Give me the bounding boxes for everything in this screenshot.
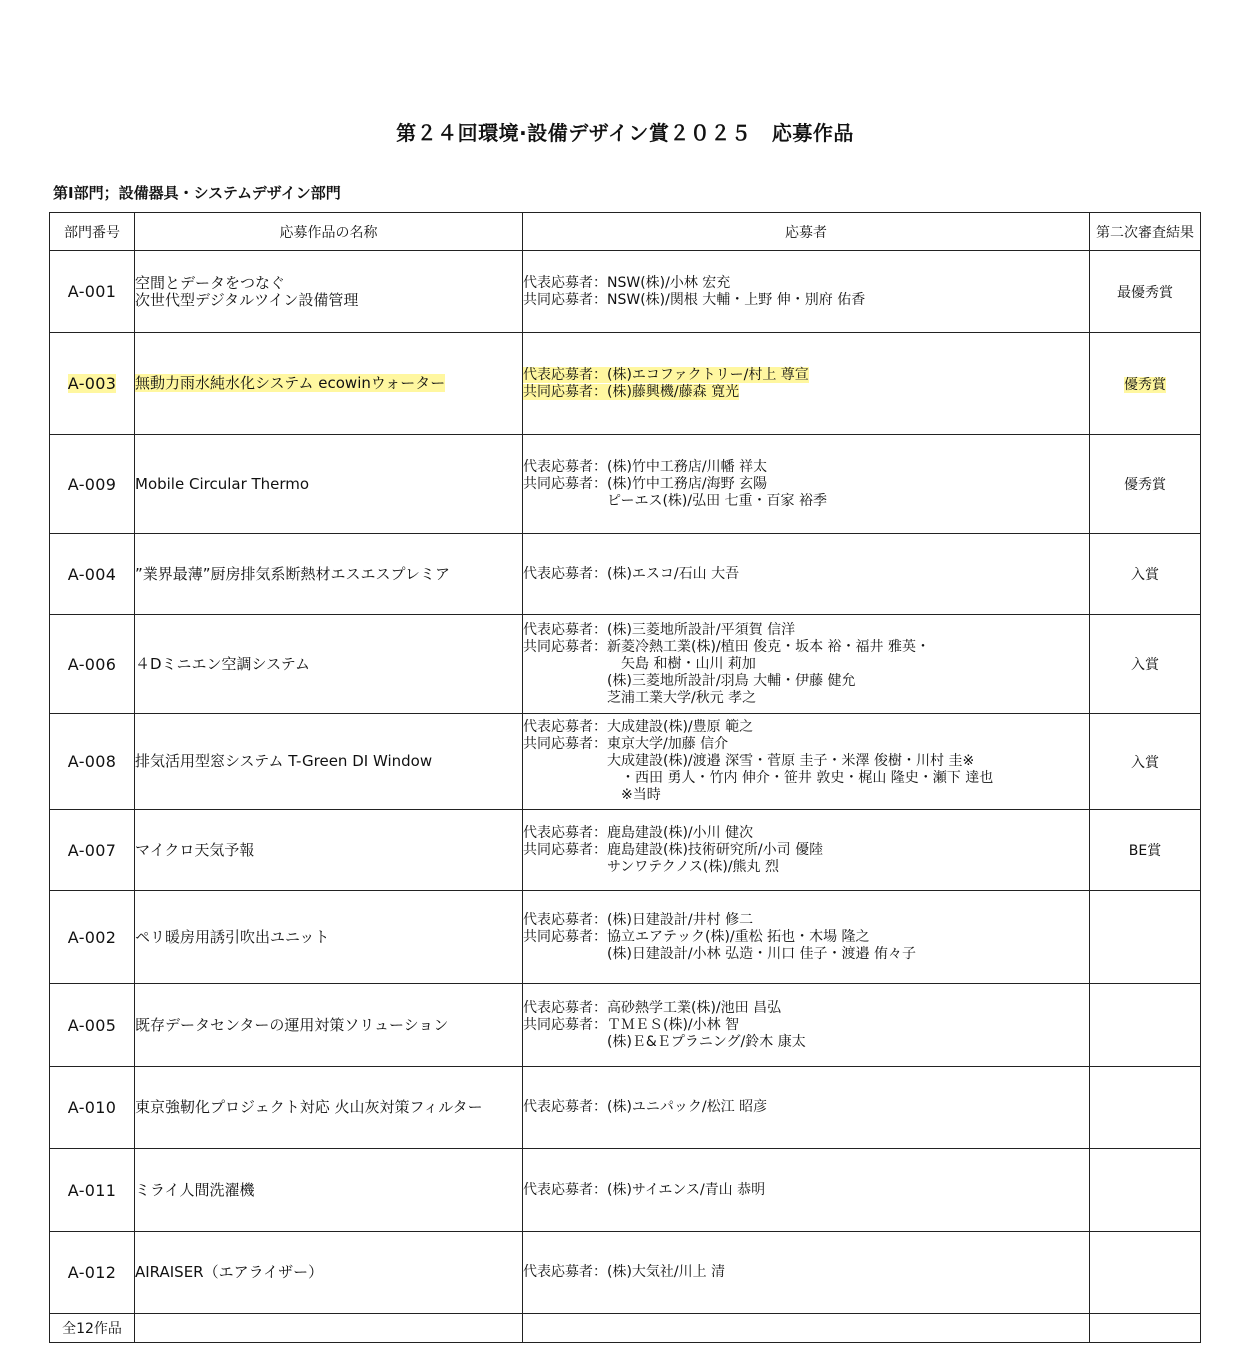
applicant-line: 共同応募者：NSW(株)/関根 大輔・上野 伸・別府 佑香 bbox=[523, 291, 866, 308]
applicant-line bbox=[523, 384, 1089, 401]
entry-title-line: ”業界最薄”厨房排気系断熱材エスエスプレミア bbox=[135, 564, 450, 583]
applicant-line bbox=[523, 367, 1089, 384]
applicant-line: 代表応募者：(株)三菱地所設計/平須賀 信洋 bbox=[523, 621, 796, 638]
table-body bbox=[50, 251, 1201, 1314]
total-empty-cell bbox=[523, 1314, 1090, 1343]
entry-result-cell bbox=[1090, 1149, 1201, 1232]
applicant-line: 共同応募者：鹿島建設(株)技術研究所/小司 優陸 bbox=[523, 841, 824, 858]
entry-title-line bbox=[135, 375, 522, 392]
applicant-line: 芝浦工業大学/秋元 孝之 bbox=[523, 689, 757, 706]
applicant-line: 代表応募者：NSW(株)/小林 宏充 bbox=[523, 274, 731, 291]
table-row bbox=[50, 251, 1201, 333]
entry-title-text: 無動力雨水純水化システム ecowinウォーター bbox=[135, 374, 446, 392]
entry-title-cell bbox=[135, 435, 523, 534]
applicant-line: 代表応募者：(株)エスコ/石山 大吾 bbox=[523, 565, 740, 582]
entry-number-cell bbox=[50, 251, 135, 333]
entry-applicants-cell bbox=[523, 984, 1090, 1067]
entry-result-cell bbox=[1090, 810, 1201, 891]
entry-title-line: 東京強靭化プロジェクト対応 火山灰対策フィルター bbox=[135, 1098, 483, 1116]
applicant-line: (株)Ｅ&Ｅプラニング/鈴木 康太 bbox=[523, 1033, 806, 1050]
entry-number-cell bbox=[50, 1232, 135, 1314]
entries-table bbox=[49, 212, 1201, 1343]
entry-number-cell bbox=[50, 615, 135, 714]
applicant-line: 共同応募者：新菱冷熱工業(株)/植田 俊克・坂本 裕・福井 雅英・ bbox=[523, 638, 930, 655]
table-row bbox=[50, 1232, 1201, 1314]
table-row bbox=[50, 333, 1201, 435]
entry-number-cell bbox=[50, 984, 135, 1067]
table-row bbox=[50, 534, 1201, 615]
table-row bbox=[50, 714, 1201, 810]
applicant-line: 大成建設(株)/渡邉 深雪・菅原 圭子・米澤 俊樹・川村 圭※ bbox=[523, 753, 975, 769]
entry-applicants-cell bbox=[523, 251, 1090, 333]
entry-number: A-004 bbox=[67, 564, 117, 584]
entry-number: A-010 bbox=[67, 1098, 117, 1117]
entry-result-cell bbox=[1090, 984, 1201, 1067]
entry-title-line: ミライ人間洗濯機 bbox=[135, 1180, 255, 1199]
entry-number: A-012 bbox=[67, 1263, 117, 1282]
applicant-line: (株)三菱地所設計/羽鳥 大輔・伊藤 健允 bbox=[523, 672, 856, 689]
table-row bbox=[50, 1067, 1201, 1149]
entry-number-cell bbox=[50, 1149, 135, 1232]
entry-applicants-cell bbox=[523, 435, 1090, 534]
entry-title-line: AIRAISER（エアライザー） bbox=[135, 1263, 324, 1281]
entry-number-cell bbox=[50, 534, 135, 615]
entry-number-cell bbox=[50, 1067, 135, 1149]
applicant-line: サンワテクノス(株)/熊丸 烈 bbox=[523, 858, 779, 875]
entry-applicants-cell bbox=[523, 534, 1090, 615]
total-count: 全12作品 bbox=[50, 1314, 135, 1343]
entry-number-cell bbox=[50, 435, 135, 534]
entry-result-cell bbox=[1090, 435, 1201, 534]
applicant-line: 代表応募者：(株)日建設計/井村 修二 bbox=[523, 911, 754, 928]
entry-title-line: マイクロ天気予報 bbox=[135, 840, 255, 859]
applicant-text: 共同応募者：(株)藤興機/藤森 寛光 bbox=[523, 383, 740, 400]
table-row bbox=[50, 891, 1201, 984]
entry-applicants-cell bbox=[523, 891, 1090, 984]
entry-title-line: ４Dミニエン空調システム bbox=[135, 654, 311, 673]
entry-result-cell bbox=[1090, 714, 1201, 810]
entry-result: 入賞 bbox=[1131, 657, 1159, 673]
entry-number-cell bbox=[50, 714, 135, 810]
table-row bbox=[50, 615, 1201, 714]
applicant-line: 共同応募者：(株)竹中工務店/海野 玄陽 bbox=[523, 475, 768, 492]
applicant-line: 代表応募者：高砂熱学工業(株)/池田 昌弘 bbox=[523, 999, 782, 1016]
entry-number-cell bbox=[50, 810, 135, 891]
total-empty-cell bbox=[135, 1314, 523, 1343]
entry-title-cell bbox=[135, 810, 523, 891]
applicant-line: 代表応募者：(株)ユニパック/松江 昭彦 bbox=[523, 1099, 768, 1115]
entry-title-line: 次世代型デジタルツイン設備管理 bbox=[135, 290, 359, 309]
entry-title-cell bbox=[135, 615, 523, 714]
applicant-line: 共同応募者：ＴＭＥＳ(株)/小林 智 bbox=[523, 1016, 740, 1033]
entry-result: 入賞 bbox=[1131, 567, 1159, 583]
total-row bbox=[50, 1314, 1201, 1343]
entry-number: A-005 bbox=[67, 1015, 117, 1035]
entry-applicants-cell bbox=[523, 1149, 1090, 1232]
section-title: 第Ⅰ部門；設備器具・システムデザイン部門 bbox=[53, 184, 341, 202]
applicant-line: ・西田 勇人・竹内 伸介・笹井 敦史・梶山 隆史・瀬下 達也 bbox=[523, 770, 994, 786]
table-row bbox=[50, 1149, 1201, 1232]
table-row bbox=[50, 435, 1201, 534]
header-result: 第二次審査結果 bbox=[1090, 213, 1201, 251]
applicant-line: 代表応募者：大成建設(株)/豊原 範之 bbox=[523, 719, 754, 735]
applicant-line: 共同応募者：東京大学/加藤 信介 bbox=[523, 736, 729, 752]
entry-title-line: 空間とデータをつなぐ bbox=[135, 273, 286, 292]
header-applicants: 応募者 bbox=[523, 213, 1090, 251]
entry-number: A-002 bbox=[67, 927, 117, 947]
applicant-line: (株)日建設計/小林 弘造・川口 佳子・渡邉 侑々子 bbox=[523, 945, 916, 962]
header-row bbox=[50, 213, 1201, 251]
entry-number: A-003 bbox=[67, 374, 117, 393]
applicant-line: ※当時 bbox=[523, 787, 661, 803]
entry-title-cell bbox=[135, 333, 523, 435]
header-title: 応募作品の名称 bbox=[135, 213, 523, 251]
entry-title-cell bbox=[135, 251, 523, 333]
entry-result: 最優秀賞 bbox=[1117, 284, 1173, 301]
entry-title-line: ペリ暖房用誘引吹出ユニット bbox=[135, 927, 330, 946]
entry-number: A-001 bbox=[67, 282, 117, 301]
applicant-line: 共同応募者：協立エアテック(株)/重松 拓也・木場 隆之 bbox=[523, 928, 870, 945]
entry-number: A-007 bbox=[67, 840, 117, 860]
entry-number: A-011 bbox=[67, 1180, 117, 1200]
entry-applicants-cell bbox=[523, 1067, 1090, 1149]
entry-result-cell bbox=[1090, 1067, 1201, 1149]
entry-applicants-cell bbox=[523, 615, 1090, 714]
entry-result-cell bbox=[1090, 333, 1201, 435]
entry-title-cell bbox=[135, 1232, 523, 1314]
header-no: 部門番号 bbox=[50, 213, 135, 251]
entry-result-cell bbox=[1090, 891, 1201, 984]
applicant-line: 代表応募者：鹿島建設(株)/小川 健次 bbox=[523, 824, 754, 841]
entry-result-cell bbox=[1090, 534, 1201, 615]
entry-title-cell bbox=[135, 534, 523, 615]
entry-result: BE賞 bbox=[1128, 843, 1162, 859]
applicant-line: 代表応募者：(株)大気社/川上 清 bbox=[523, 1264, 726, 1280]
entry-title-cell bbox=[135, 891, 523, 984]
entry-result: 優秀賞 bbox=[1124, 477, 1166, 493]
entry-applicants-cell bbox=[523, 714, 1090, 810]
entry-title-line: 排気活用型窓システム T-Green DI Window bbox=[135, 752, 433, 770]
entry-result: 入賞 bbox=[1131, 754, 1159, 771]
entry-number: A-006 bbox=[67, 654, 117, 674]
entry-title-cell bbox=[135, 1149, 523, 1232]
applicant-line: 代表応募者：(株)竹中工務店/川幡 祥太 bbox=[523, 458, 768, 475]
entry-result: 優秀賞 bbox=[1124, 376, 1166, 393]
entry-result-cell bbox=[1090, 251, 1201, 333]
applicant-line: ピーエス(株)/弘田 七重・百家 裕季 bbox=[523, 492, 827, 509]
entry-applicants-cell bbox=[523, 1232, 1090, 1314]
table-row bbox=[50, 984, 1201, 1067]
entry-title-cell bbox=[135, 1067, 523, 1149]
document-title: 第２４回環境·設備デザイン賞２０２５ 応募作品 bbox=[396, 121, 854, 145]
entry-number-cell bbox=[50, 333, 135, 435]
entry-number-cell bbox=[50, 891, 135, 984]
entry-applicants-cell bbox=[523, 810, 1090, 891]
entry-title-line: 既存データセンターの運用対策ソリューション bbox=[135, 1015, 449, 1034]
entry-result-cell bbox=[1090, 615, 1201, 714]
applicant-line: 代表応募者：(株)サイエンス/青山 恭明 bbox=[523, 1181, 766, 1198]
entry-result-cell bbox=[1090, 1232, 1201, 1314]
applicant-line: 矢島 和樹・山川 莉加 bbox=[523, 655, 756, 672]
total-empty-cell bbox=[1090, 1314, 1201, 1343]
entry-title-line: Mobile Circular Thermo bbox=[135, 474, 310, 493]
entry-applicants-cell bbox=[523, 333, 1090, 435]
applicant-text: 代表応募者：(株)エコファクトリー/村上 尊宣 bbox=[523, 366, 809, 383]
entry-title-cell bbox=[135, 984, 523, 1067]
entry-number: A-008 bbox=[67, 752, 117, 771]
entry-title-cell bbox=[135, 714, 523, 810]
entry-number: A-009 bbox=[67, 474, 117, 494]
table-row bbox=[50, 810, 1201, 891]
